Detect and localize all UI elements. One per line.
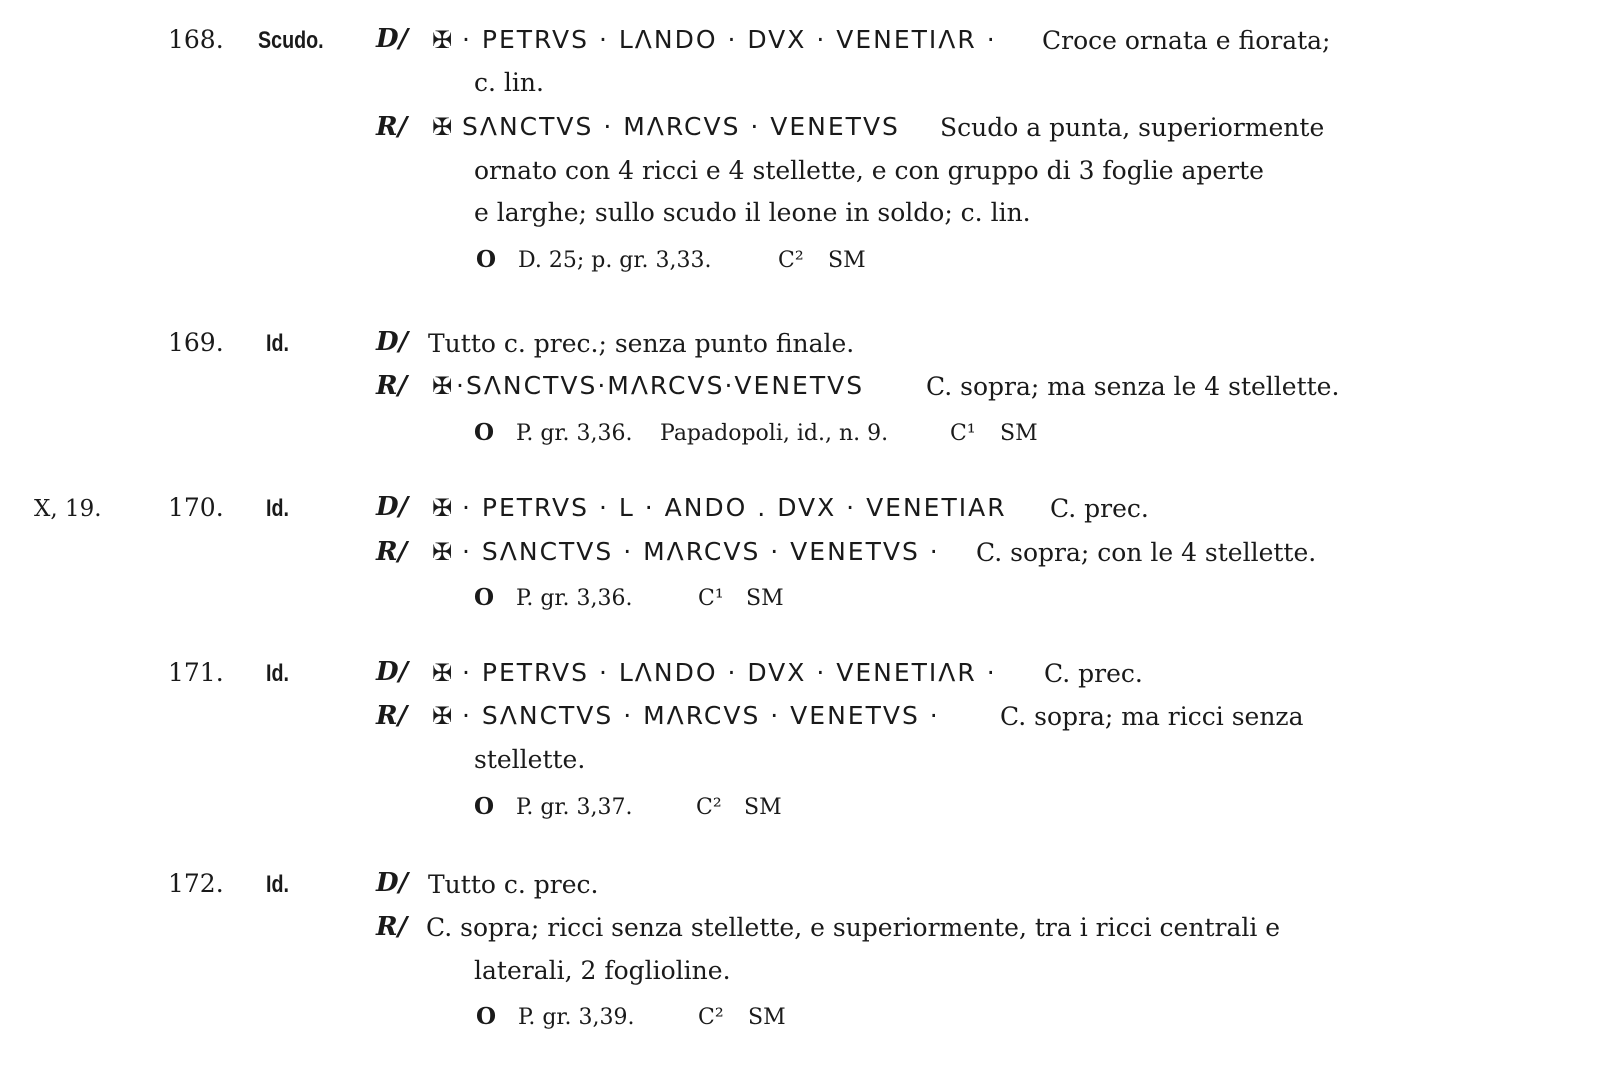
collection: SM	[746, 586, 784, 611]
entry-number: 171.	[168, 658, 224, 687]
obverse-legend: · PETRVS · LΛNDO · DVX · VENETIΛR ·	[462, 658, 997, 687]
reverse-legend: SΛNCTVS · MΛRCVS · VENETVS	[462, 112, 900, 141]
denomination: Scudo.	[258, 27, 324, 54]
obverse-description-cont: c. lin.	[474, 68, 544, 97]
obverse-symbol: D/	[376, 868, 409, 898]
measure: P. gr. 3,37.	[516, 795, 633, 820]
obverse-legend: · PETRVS · LΛNDO · DVX · VENETIΛR ·	[462, 25, 997, 54]
reverse-description-cont: stellette.	[474, 745, 586, 774]
cross-icon: ✠	[432, 702, 453, 730]
rarity: C²	[696, 795, 722, 820]
denomination: Id.	[266, 495, 289, 522]
reverse-legend: · SΛNCTVS · MΛRCVS · VENETVS ·	[462, 537, 940, 566]
reverse-description: Scudo a punta, superiormente	[940, 113, 1325, 142]
obverse-description: C. prec.	[1044, 659, 1143, 688]
reverse-legend: ·SΛNCTVS·MΛRCVS·VENETVS	[456, 371, 865, 400]
obverse-symbol: D/	[376, 492, 409, 522]
collection: SM	[1000, 421, 1038, 446]
reverse-description: C. sopra; ma ricci senza	[1000, 702, 1304, 731]
denomination: Id.	[266, 660, 289, 687]
collection: SM	[744, 795, 782, 820]
metal-mark: O	[476, 246, 497, 273]
metal-mark: O	[474, 419, 495, 446]
metal-mark: O	[474, 584, 495, 611]
cross-icon: ✠	[432, 659, 453, 687]
metal-mark: O	[474, 793, 495, 820]
rarity: C²	[698, 1005, 724, 1030]
cross-icon: ✠	[432, 494, 453, 522]
collection: SM	[748, 1005, 786, 1030]
cross-icon: ✠	[432, 26, 453, 54]
reverse-description: C. sopra; con le 4 stellette.	[976, 538, 1317, 567]
reverse-description: C. sopra; ma senza le 4 stellette.	[926, 372, 1340, 401]
denomination: Id.	[266, 871, 289, 898]
entry-number: 172.	[168, 869, 224, 898]
cross-icon: ✠	[432, 372, 453, 400]
reverse-symbol: R/	[376, 912, 408, 942]
reverse-symbol: R/	[376, 371, 408, 401]
reverse-description-cont: e larghe; sullo scudo il leone in soldo; c. lin.	[474, 198, 1031, 227]
reverse-description: C. sopra; ricci senza stellette, e superiormente, tra i ricci centrali e	[426, 913, 1281, 942]
measure: P. gr. 3,36.	[516, 586, 633, 611]
obverse-description: Tutto c. prec.; senza punto finale.	[428, 329, 855, 358]
cross-icon: ✠	[432, 538, 453, 566]
obverse-description: C. prec.	[1050, 494, 1149, 523]
rarity: C²	[778, 248, 804, 273]
obverse-description: Croce ornata e fiorata;	[1042, 26, 1331, 55]
reverse-symbol: R/	[376, 701, 408, 731]
reverse-symbol: R/	[376, 537, 408, 567]
obverse-description: Tutto c. prec.	[428, 870, 599, 899]
entry-number: 169.	[168, 328, 224, 357]
obverse-symbol: D/	[376, 657, 409, 687]
reverse-description-cont: ornato con 4 ricci e 4 stellette, e con gruppo di 3 foglie aperte	[474, 156, 1264, 185]
obverse-symbol: D/	[376, 327, 409, 357]
collection: SM	[828, 248, 866, 273]
measure: D. 25; p. gr. 3,33.	[518, 248, 712, 273]
plate-reference: X, 19.	[34, 496, 102, 522]
reverse-description-cont: laterali, 2 foglioline.	[474, 956, 731, 985]
measure: P. gr. 3,39.	[518, 1005, 635, 1030]
reverse-symbol: R/	[376, 112, 408, 142]
measure: P. gr. 3,36.	[516, 421, 633, 446]
reverse-legend: · SΛNCTVS · MΛRCVS · VENETVS ·	[462, 701, 940, 730]
metal-mark: O	[476, 1003, 497, 1030]
entry-number: 170.	[168, 493, 224, 522]
cross-icon: ✠	[432, 113, 453, 141]
obverse-legend: · PETRVS · L · ANDO . DVX · VENETIAR	[462, 493, 1007, 522]
entry-number: 168.	[168, 25, 224, 54]
obverse-symbol: D/	[376, 24, 409, 54]
rarity: C¹	[950, 421, 976, 446]
bibliographic-reference: Papadopoli, id., n. 9.	[660, 421, 889, 446]
rarity: C¹	[698, 586, 724, 611]
denomination: Id.	[266, 330, 289, 357]
